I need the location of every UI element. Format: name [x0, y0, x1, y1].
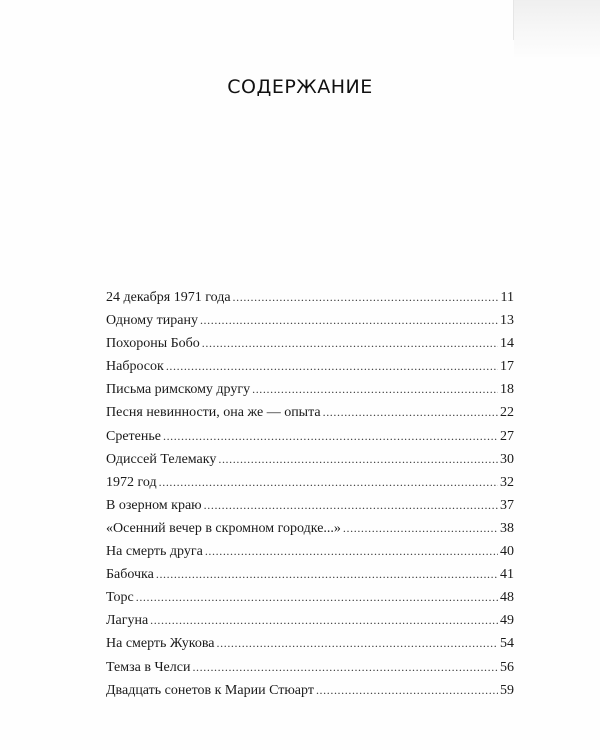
- toc-leader-dots: [159, 475, 498, 490]
- toc-entry-page: 37: [500, 497, 514, 513]
- toc-entry-title: Песня невинности, она же — опыта: [106, 405, 321, 421]
- toc-leader-dots: [150, 613, 498, 628]
- toc-entry[interactable]: [106, 636, 514, 659]
- toc-entry-title: Темза в Челси: [106, 659, 191, 675]
- toc-entry[interactable]: [106, 567, 514, 590]
- toc-leader-dots: [343, 521, 498, 536]
- toc-entry[interactable]: [106, 521, 514, 544]
- toc-entry-title: На смерть друга: [106, 544, 203, 560]
- toc-entry[interactable]: [106, 498, 514, 521]
- toc-leader-dots: [252, 382, 498, 397]
- toc-entry-page: 56: [500, 659, 514, 675]
- toc-entry-page: 14: [500, 336, 514, 352]
- toc-entry[interactable]: [106, 590, 514, 613]
- toc-entry-title: В озерном краю: [106, 497, 202, 513]
- toc-entry[interactable]: [106, 475, 514, 498]
- toc-entry-title: Похороны Бобо: [106, 336, 200, 352]
- toc-leader-dots: [136, 590, 498, 605]
- toc-leader-dots: [192, 660, 498, 675]
- page-edge-shadow: [514, 0, 600, 60]
- toc-entry-page: 49: [500, 613, 514, 629]
- toc-entry[interactable]: [106, 613, 514, 636]
- toc-leader-dots: [217, 636, 498, 651]
- toc-entry-title: 24 декабря 1971 года: [106, 290, 231, 305]
- page-title: СОДЕРЖАНИЕ: [227, 76, 373, 98]
- toc-entry-page: 22: [500, 405, 514, 421]
- toc-leader-dots: [218, 452, 498, 467]
- toc-leader-dots: [166, 359, 498, 374]
- toc-entry-page: 18: [500, 382, 514, 398]
- toc-entry[interactable]: [106, 359, 514, 382]
- toc-entry[interactable]: [106, 382, 514, 405]
- toc-entry[interactable]: [106, 660, 514, 683]
- toc-entry-page: 40: [500, 544, 514, 560]
- toc-entry-title: Письма римскому другу: [106, 382, 251, 398]
- toc-leader-dots: [156, 567, 498, 582]
- toc-entry-title: Одиссей Телемаку: [106, 451, 217, 467]
- toc-entry-title: Сретенье: [106, 428, 161, 444]
- toc-entry[interactable]: [106, 336, 514, 359]
- toc-entry-page: 59: [500, 682, 514, 698]
- toc-entry-page: 11: [500, 290, 514, 305]
- toc-entry-page: 54: [500, 636, 514, 652]
- toc-entry[interactable]: [106, 544, 514, 567]
- toc-entry-title: Бабочка: [106, 567, 154, 583]
- toc-entry-page: 13: [500, 313, 514, 329]
- toc-leader-dots: [233, 290, 499, 305]
- toc-leader-dots: [200, 313, 498, 328]
- toc-entry-title: Лагуна: [106, 613, 149, 629]
- toc-entry-title: «Осенний вечер в скромном городке...»: [106, 520, 341, 536]
- toc-leader-dots: [202, 336, 498, 351]
- toc-entry-title: На смерть Жукова: [106, 636, 215, 652]
- toc-entry-page: 30: [500, 451, 514, 467]
- toc-entry-title: Торс: [106, 590, 134, 606]
- page-edge-line: [513, 0, 514, 40]
- toc-leader-dots: [204, 498, 498, 513]
- toc-entry-page: 32: [500, 474, 514, 490]
- toc-entry-page: 27: [500, 428, 514, 444]
- toc-entry-page: 48: [500, 590, 514, 606]
- toc-leader-dots: [205, 544, 498, 559]
- toc-entry[interactable]: [106, 429, 514, 452]
- toc-entry-page: 41: [500, 567, 514, 583]
- toc-leader-dots: [316, 683, 498, 698]
- toc-entry-title: Набросок: [106, 359, 164, 375]
- toc-entry[interactable]: [106, 452, 514, 475]
- toc-entry-page: 17: [500, 359, 514, 375]
- toc-entry[interactable]: [106, 683, 514, 706]
- toc-leader-dots: [163, 429, 498, 444]
- toc-entry[interactable]: [106, 290, 514, 313]
- toc-entry-title: 1972 год: [106, 474, 157, 490]
- toc-entry[interactable]: [106, 313, 514, 336]
- toc-entry-page: 38: [500, 520, 514, 536]
- toc-entry-title: Двадцать сонетов к Марии Стюарт: [106, 682, 314, 698]
- toc-entry-title: Одному тирану: [106, 313, 198, 329]
- table-of-contents: [106, 290, 514, 706]
- toc-leader-dots: [323, 405, 498, 420]
- toc-entry[interactable]: [106, 405, 514, 428]
